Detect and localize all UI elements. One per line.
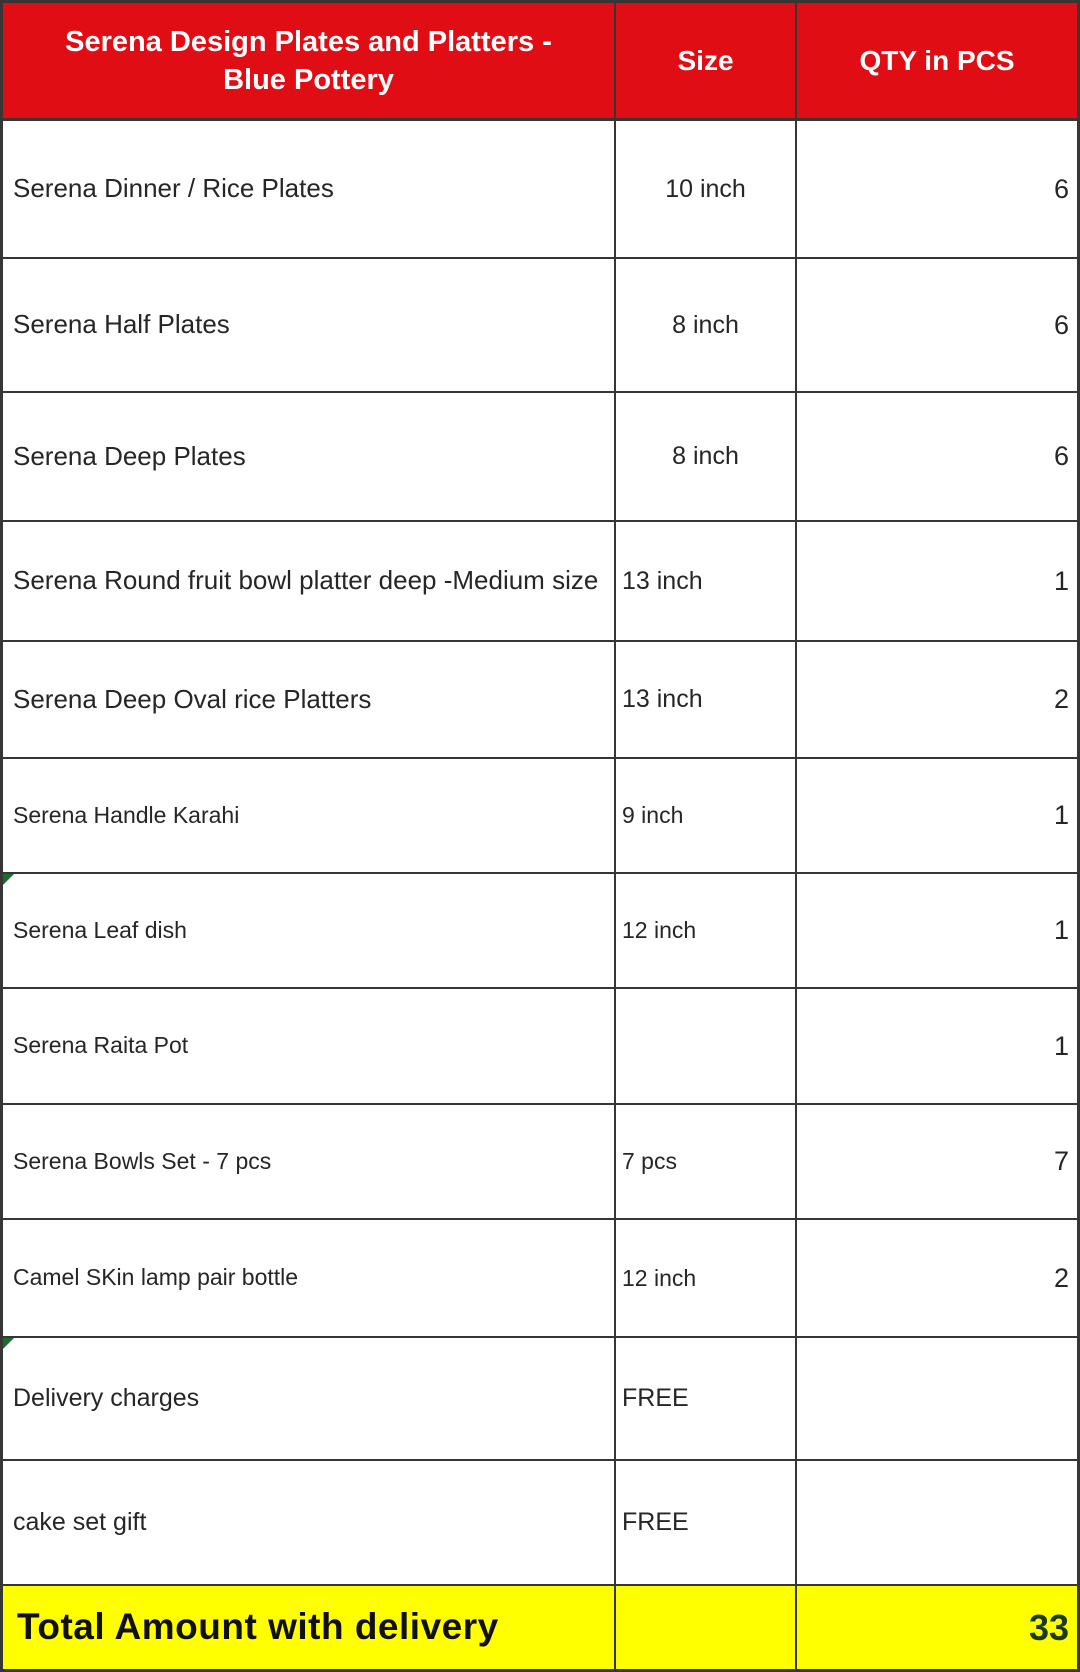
table-row xyxy=(3,121,1077,259)
table-row xyxy=(3,1220,1077,1338)
error-indicator-icon xyxy=(3,874,14,885)
table-row xyxy=(3,1338,1077,1461)
qty-cell[interactable] xyxy=(797,1461,1077,1584)
total-label-cell[interactable]: Total Amount with delivery xyxy=(3,1586,616,1669)
table-row xyxy=(3,1461,1077,1586)
qty-cell[interactable]: 6 xyxy=(1053,173,1069,204)
qty-cell[interactable]: 2 xyxy=(1053,684,1069,714)
table-row xyxy=(3,522,1077,642)
error-indicator-icon xyxy=(3,1338,14,1349)
total-row xyxy=(3,1586,1077,1669)
size-cell[interactable]: 13 inch xyxy=(616,642,797,757)
size-cell[interactable] xyxy=(616,989,797,1103)
qty-cell[interactable]: 1 xyxy=(1053,1030,1069,1061)
qty-cell[interactable]: 1 xyxy=(1053,565,1069,596)
qty-cell[interactable]: 2 xyxy=(1053,1262,1069,1293)
table-row xyxy=(3,393,1077,522)
product-cell[interactable]: Serena Round fruit bowl platter deep -Medium size xyxy=(3,522,616,640)
table-row xyxy=(3,989,1077,1105)
header-qty[interactable]: QTY in PCS xyxy=(859,44,1015,76)
product-label: Serena Leaf dish xyxy=(13,916,187,943)
size-cell[interactable]: 10 inch xyxy=(616,121,797,257)
table-row xyxy=(3,259,1077,393)
product-cell[interactable]: cake set gift xyxy=(3,1461,616,1584)
product-cell[interactable]: Serena Half Plates xyxy=(3,259,616,391)
product-cell[interactable]: Camel SKin lamp pair bottle xyxy=(3,1220,616,1336)
qty-cell[interactable]: 7 xyxy=(1053,1146,1069,1176)
total-size-cell[interactable] xyxy=(616,1586,797,1669)
size-cell[interactable]: 8 inch xyxy=(616,393,797,520)
size-cell[interactable]: 12 inch xyxy=(616,874,797,987)
qty-cell[interactable]: 6 xyxy=(1053,309,1069,340)
product-cell[interactable] xyxy=(3,874,616,987)
product-cell[interactable]: Serena Handle Karahi xyxy=(3,759,616,872)
product-cell[interactable] xyxy=(3,1338,616,1459)
size-cell[interactable]: FREE xyxy=(616,1461,797,1584)
table-row xyxy=(3,1105,1077,1220)
product-cell[interactable]: Serena Bowls Set - 7 pcs xyxy=(3,1105,616,1218)
size-cell[interactable]: FREE xyxy=(616,1338,797,1459)
size-cell[interactable]: 7 pcs xyxy=(616,1105,797,1218)
table-row xyxy=(3,759,1077,874)
table-row xyxy=(3,874,1077,989)
table-header-row xyxy=(3,3,1077,121)
qty-cell[interactable]: 6 xyxy=(1053,441,1069,471)
header-product[interactable]: Serena Design Plates and Platters - Blue Pottery xyxy=(3,3,616,118)
qty-cell[interactable]: 1 xyxy=(1053,915,1069,945)
size-cell[interactable]: 13 inch xyxy=(616,522,797,640)
table-row xyxy=(3,642,1077,759)
header-size[interactable]: Size xyxy=(616,3,797,118)
size-cell[interactable]: 12 inch xyxy=(616,1220,797,1336)
qty-cell[interactable] xyxy=(797,1338,1077,1459)
qty-cell[interactable]: 1 xyxy=(1053,800,1069,830)
product-cell[interactable]: Serena Deep Oval rice Platters xyxy=(3,642,616,757)
size-cell[interactable]: 8 inch xyxy=(616,259,797,391)
total-qty-cell[interactable]: 33 xyxy=(1028,1606,1069,1648)
product-cell[interactable]: Serena Deep Plates xyxy=(3,393,616,520)
size-cell[interactable]: 9 inch xyxy=(616,759,797,872)
product-cell[interactable]: Serena Raita Pot xyxy=(3,989,616,1103)
product-label: Delivery charges xyxy=(13,1384,200,1413)
product-cell[interactable]: Serena Dinner / Rice Plates xyxy=(3,121,616,257)
